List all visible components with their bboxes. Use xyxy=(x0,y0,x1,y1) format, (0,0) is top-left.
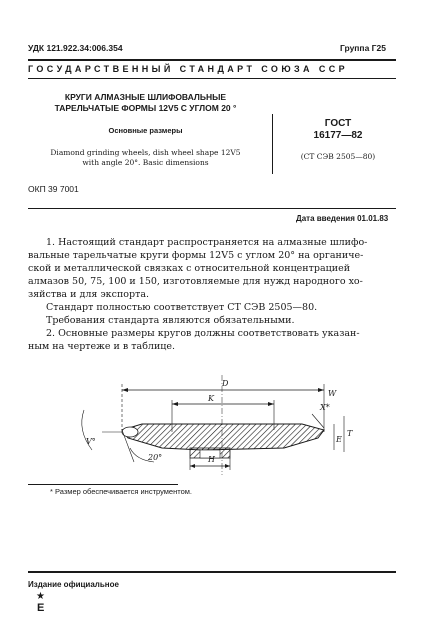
bottom-rule xyxy=(28,571,396,573)
title-ru xyxy=(28,92,263,114)
udk-code: УДК 121.922.34:006.354 xyxy=(28,43,123,53)
p1-line-2: вальные тарельчатые круги формы 12V5 с углом 20° на органиче- xyxy=(28,250,364,261)
p4-line-1: 2. Основные размеры кругов должны соответствовать указан- xyxy=(46,328,360,339)
star-icon: ★ xyxy=(36,591,45,602)
title-ru-subtitle: Основные размеры xyxy=(108,126,183,135)
banner-rule xyxy=(28,78,396,79)
label-e: E xyxy=(336,435,342,444)
standard-banner: ГОСУДАРСТВЕННЫЙ СТАНДАРТ СОЮЗА ССР xyxy=(28,64,349,74)
footnote-rule xyxy=(28,484,178,485)
paragraph-4 xyxy=(28,327,396,353)
gost-block xyxy=(280,118,396,142)
p1-line-4: алмазов 50, 75, 100 и 150, изготовляемые для нужд народного хо- xyxy=(28,276,363,287)
title-ru-line-2: ТАРЕЛЬЧАТЫЕ ФОРМЫ 12V5 С УГЛОМ 20 ° xyxy=(54,103,237,113)
label-x: X* xyxy=(320,403,330,412)
label-h: H xyxy=(208,455,215,464)
title-en-line-1: Diamond grinding wheels, dish wheel shape 12V5 xyxy=(50,148,241,157)
top-rule xyxy=(28,59,396,61)
edition-label: Издание официальное xyxy=(28,580,119,589)
label-d: D xyxy=(222,379,229,388)
mid-rule xyxy=(28,208,396,209)
label-20: 20° xyxy=(148,453,163,462)
paragraph-3: Требования стандарта являются обязательными. xyxy=(46,315,295,326)
title-en-line-2: with angle 20°. Basic dimensions xyxy=(82,158,209,167)
p1-line-3: ской и металлической связках с относительной концентрацией xyxy=(28,263,351,274)
paragraph-1 xyxy=(28,236,396,301)
label-v: V° xyxy=(86,437,96,446)
gost-number: 16177—82 xyxy=(313,130,363,141)
label-w: W xyxy=(328,389,337,398)
footnote: * Размер обеспечивается инструментом. xyxy=(50,487,192,496)
intro-date: Дата введения 01.01.83 xyxy=(296,214,389,223)
p1-line-1: 1. Настоящий стандарт распространяется на алмазные шлифо- xyxy=(46,237,368,248)
label-k: K xyxy=(208,394,214,403)
p4-line-2: ным на чертеже и в таблице. xyxy=(28,341,176,352)
okp-code: ОКП 39 7001 xyxy=(28,184,79,194)
title-en xyxy=(28,148,263,168)
label-t: T xyxy=(347,429,353,438)
wheel-drawing xyxy=(72,370,372,480)
group-code: Группа Г25 xyxy=(340,43,386,53)
gost-equivalent: (СТ СЭВ 2505—80) xyxy=(300,152,376,161)
title-divider xyxy=(272,114,273,174)
p1-line-5: зяйства и для экспорта. xyxy=(28,289,150,300)
paragraph-2: Стандарт полностью соответствует СТ СЭВ 2505—80. xyxy=(46,302,318,313)
gost-label: ГОСТ xyxy=(324,118,352,129)
edition-mark: Е xyxy=(37,602,45,614)
title-ru-line-1: КРУГИ АЛМАЗНЫЕ ШЛИФОВАЛЬНЫЕ xyxy=(64,92,227,102)
